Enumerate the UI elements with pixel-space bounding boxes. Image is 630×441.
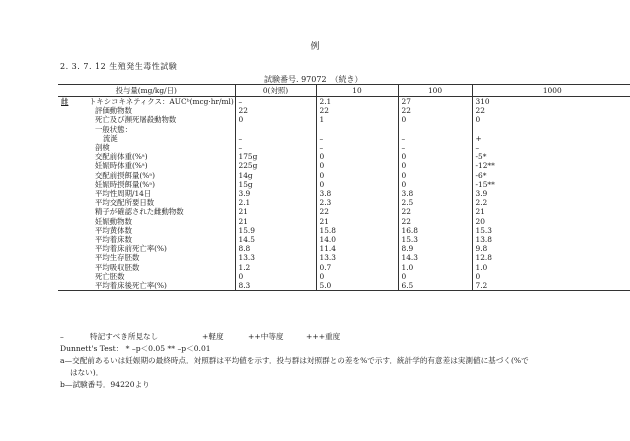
- value-cell: –: [398, 134, 472, 143]
- value-cell: 20: [472, 217, 630, 226]
- value-cell: -15**: [472, 180, 630, 189]
- value-cell: 0: [398, 115, 472, 124]
- value-cell: +: [472, 134, 630, 143]
- table-row: [58, 281, 630, 291]
- value-cell: 6.5: [398, 281, 472, 291]
- value-cell: 16.8: [398, 226, 472, 235]
- value-cell: –: [235, 134, 316, 143]
- legend-none: 特記すべき所見なし: [90, 332, 159, 341]
- row-label: トキシコキネティクス：AUCᵇ(mcg·hr/ml): [89, 97, 234, 106]
- row-label: 平均着床前死亡率(%): [95, 244, 167, 254]
- value-cell: 2.1: [316, 97, 398, 107]
- value-cell: 22: [398, 217, 472, 226]
- row-label-cell: [58, 217, 235, 226]
- value-cell: 22: [398, 106, 472, 115]
- row-label: 妊娠時摂餌量(%ᵃ): [95, 179, 155, 189]
- row-label-cell: [58, 106, 235, 115]
- row-label-cell: [58, 272, 235, 281]
- value-cell: –: [316, 134, 398, 143]
- study-number: 試験番号. 97072: [264, 75, 327, 84]
- value-cell: 0.7: [316, 263, 398, 272]
- row-label: 妊娠時体重(%ᵃ): [95, 161, 148, 171]
- value-cell: 12.8: [472, 253, 630, 262]
- row-label: 評価動物数: [95, 106, 132, 116]
- legend-moderate: ++中等度: [248, 332, 284, 341]
- table-row: [58, 272, 630, 281]
- table-row: [58, 171, 630, 180]
- row-label-cell: [58, 152, 235, 161]
- value-cell: 14.5: [235, 235, 316, 244]
- value-cell: 9.8: [472, 244, 630, 253]
- note-b: b—試験番号．94220より: [60, 380, 150, 389]
- row-label: 平均黄体数: [95, 225, 132, 235]
- row-label-cell: [58, 180, 235, 189]
- row-label: 平均生存胚数: [95, 253, 140, 263]
- note-a-continued: はない)．: [70, 368, 104, 377]
- row-label: 一般状態：: [95, 124, 132, 134]
- value-cell: –: [316, 143, 398, 152]
- value-cell: 0: [316, 161, 398, 170]
- value-cell: [235, 125, 316, 134]
- note-a: a—交配前あるいは妊娠期の最終時点．対照群は平均値を示す．投与群は対照群との差を%で示す．統計学的有意差は実測値に基づく(%で: [60, 356, 529, 365]
- value-cell: 0: [398, 180, 472, 189]
- value-cell: –: [235, 97, 316, 107]
- row-label-cell: [58, 134, 235, 143]
- table-row: [58, 97, 630, 107]
- value-cell: 2.5: [398, 198, 472, 207]
- table-row: [58, 198, 630, 207]
- value-cell: 21: [472, 207, 630, 216]
- value-cell: 1.2: [235, 263, 316, 272]
- value-cell: 0: [235, 115, 316, 124]
- row-label-cell: [58, 115, 235, 124]
- header-dose-100: 100: [398, 85, 472, 97]
- value-cell: -12**: [472, 161, 630, 170]
- header-dose: 投与量(mg/kg/日): [58, 85, 235, 97]
- value-cell: 8.9: [398, 244, 472, 253]
- legend-severe: +++重度: [306, 332, 341, 341]
- value-cell: 0: [398, 272, 472, 281]
- value-cell: 5.0: [316, 281, 398, 291]
- row-label: 流涎: [103, 133, 118, 143]
- value-cell: [472, 125, 630, 134]
- table-row: [58, 134, 630, 143]
- table-row: [58, 253, 630, 262]
- value-cell: 22: [235, 106, 316, 115]
- value-cell: 175g: [235, 152, 316, 161]
- value-cell: 310: [472, 97, 630, 107]
- value-cell: 15.9: [235, 226, 316, 235]
- page-title: 例: [310, 42, 320, 52]
- dunnett-note: Dunnett's Test： * –p＜0.05 ** –p＜0.01: [60, 344, 211, 353]
- value-cell: 3.8: [398, 189, 472, 198]
- value-cell: 22: [472, 106, 630, 115]
- value-cell: 2.2: [472, 198, 630, 207]
- value-cell: 8.8: [235, 244, 316, 253]
- value-cell: 0: [398, 171, 472, 180]
- table-row: [58, 152, 630, 161]
- row-label: 平均性周期/14日: [95, 189, 152, 199]
- value-cell: 13.8: [472, 235, 630, 244]
- row-label-cell: [58, 281, 235, 291]
- row-label-cell: [58, 263, 235, 272]
- table-row: [58, 226, 630, 235]
- row-label: 死亡及び瀕死屠殺動物数: [95, 115, 177, 125]
- value-cell: 22: [316, 106, 398, 115]
- row-label-cell: [58, 143, 235, 152]
- value-cell: 7.2: [472, 281, 630, 291]
- table-row: [58, 143, 630, 152]
- value-cell: 0: [316, 272, 398, 281]
- continued-label: （続き）: [330, 75, 363, 84]
- row-label-cell: [58, 235, 235, 244]
- table-row: [58, 235, 630, 244]
- value-cell: 14.3: [398, 253, 472, 262]
- value-cell: [316, 125, 398, 134]
- table-row: [58, 180, 630, 189]
- table-row: [58, 106, 630, 115]
- table-row: [58, 161, 630, 170]
- value-cell: 0: [316, 171, 398, 180]
- value-cell: 0: [316, 180, 398, 189]
- row-label-cell: [58, 207, 235, 216]
- row-label: 死亡胚数: [95, 271, 125, 281]
- value-cell: 13.3: [235, 253, 316, 262]
- value-cell: [398, 125, 472, 134]
- row-label: 平均着床数: [95, 235, 132, 245]
- value-cell: 22: [398, 207, 472, 216]
- legend-mild: +軽度: [202, 332, 224, 341]
- value-cell: 3.9: [235, 189, 316, 198]
- row-label: 交配前体重(%ᵃ): [95, 152, 148, 162]
- value-cell: –: [235, 143, 316, 152]
- value-cell: -6*: [472, 171, 630, 180]
- row-label-cell: [58, 244, 235, 253]
- table-row: [58, 217, 630, 226]
- value-cell: 15.8: [316, 226, 398, 235]
- value-cell: 21: [235, 207, 316, 216]
- legend-row: [60, 331, 620, 343]
- value-cell: 22: [316, 207, 398, 216]
- table-row: [58, 189, 630, 198]
- value-cell: 21: [316, 217, 398, 226]
- value-cell: 1.0: [472, 263, 630, 272]
- row-label: 精子が確認された雌動物数: [95, 207, 184, 217]
- table-body: [58, 97, 630, 291]
- reproductive-toxicity-table: [58, 84, 630, 291]
- value-cell: 0: [472, 272, 630, 281]
- table-row: [58, 207, 630, 216]
- row-label: 交配前摂餌量(%ᵃ): [95, 170, 155, 180]
- row-label: 剖検: [95, 143, 110, 153]
- row-label-cell: [58, 253, 235, 262]
- value-cell: 1.0: [398, 263, 472, 272]
- value-cell: 3.8: [316, 189, 398, 198]
- sex-label: 雌: [61, 97, 69, 106]
- value-cell: 2.1: [235, 198, 316, 207]
- value-cell: 27: [398, 97, 472, 107]
- table-row: [58, 263, 630, 272]
- value-cell: –: [398, 143, 472, 152]
- legend-dash: –: [60, 332, 64, 341]
- value-cell: 1: [316, 115, 398, 124]
- value-cell: 225g: [235, 161, 316, 170]
- row-label-cell: [58, 226, 235, 235]
- table-row: [58, 125, 630, 134]
- table-row: [58, 244, 630, 253]
- row-label-cell: [58, 189, 235, 198]
- row-label: 平均交配所要日数: [95, 198, 155, 208]
- header-dose-10: 10: [316, 85, 398, 97]
- value-cell: 15.3: [398, 235, 472, 244]
- value-cell: -5*: [472, 152, 630, 161]
- row-label-cell: [58, 198, 235, 207]
- value-cell: 0: [398, 152, 472, 161]
- row-label: 平均吸収胚数: [95, 262, 140, 272]
- value-cell: 0: [316, 152, 398, 161]
- value-cell: 15g: [235, 180, 316, 189]
- value-cell: 15.3: [472, 226, 630, 235]
- value-cell: –: [472, 143, 630, 152]
- value-cell: 8.3: [235, 281, 316, 291]
- row-label-cell: [58, 161, 235, 170]
- table-row: [58, 115, 630, 124]
- value-cell: 11.4: [316, 244, 398, 253]
- row-label: 平均着床後死亡率(%): [95, 281, 167, 291]
- header-dose-1000: 1000: [472, 85, 630, 97]
- value-cell: 2.3: [316, 198, 398, 207]
- header-control: 0(対照): [235, 85, 316, 97]
- row-label: 妊娠動物数: [95, 216, 132, 226]
- value-cell: 14g: [235, 171, 316, 180]
- value-cell: 14.0: [316, 235, 398, 244]
- value-cell: 13.3: [316, 253, 398, 262]
- value-cell: 0: [472, 115, 630, 124]
- row-label-cell: [58, 97, 235, 107]
- value-cell: 3.9: [472, 189, 630, 198]
- value-cell: 0: [235, 272, 316, 281]
- table-header-row: [58, 85, 630, 97]
- value-cell: 0: [398, 161, 472, 170]
- section-heading: 2. 3. 7. 12 生殖発生毒性試験: [60, 62, 178, 71]
- notes: [60, 331, 620, 391]
- row-label-cell: [58, 125, 235, 134]
- value-cell: 21: [235, 217, 316, 226]
- row-label-cell: [58, 171, 235, 180]
